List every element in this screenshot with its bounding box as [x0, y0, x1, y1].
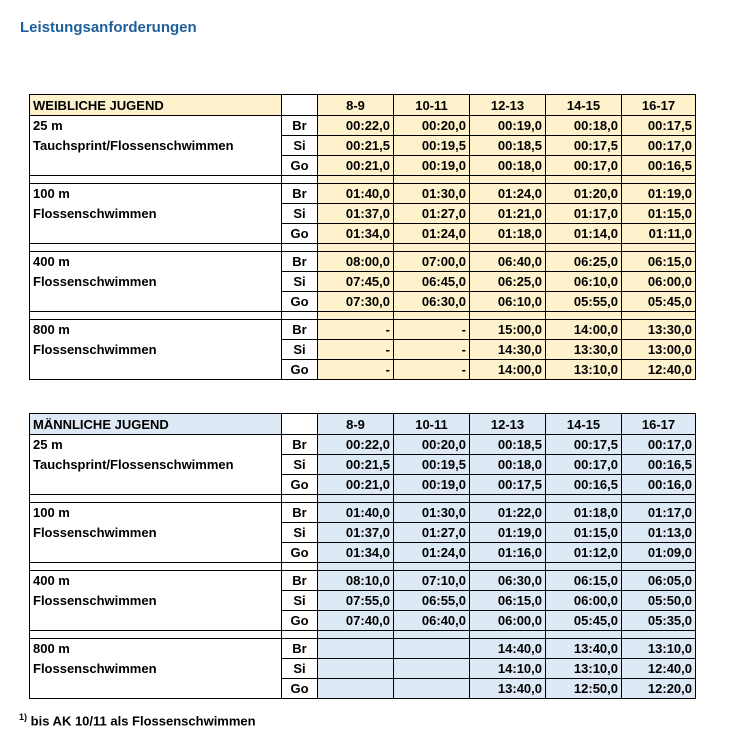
time-value: 07:55,0 [318, 591, 394, 611]
medal-level: Go [282, 543, 318, 563]
time-value: 01:37,0 [318, 204, 394, 224]
time-value: 13:10,0 [546, 659, 622, 679]
time-value: 01:18,0 [546, 503, 622, 523]
time-value: 13:30,0 [622, 320, 696, 340]
medal-level: Go [282, 292, 318, 312]
spacer-cell [282, 176, 318, 184]
time-value: 05:35,0 [622, 611, 696, 631]
spacer-cell [622, 563, 696, 571]
footnote-text: bis AK 10/11 als Flossenschwimmen [30, 713, 256, 729]
medal-level: Br [282, 435, 318, 455]
time-value: 01:27,0 [394, 204, 470, 224]
level-header-blank [282, 95, 318, 116]
age-group-header: 16-17 [622, 414, 696, 435]
time-value: 00:20,0 [394, 435, 470, 455]
time-value: 01:18,0 [470, 224, 546, 244]
medal-level: Si [282, 523, 318, 543]
medal-level: Si [282, 340, 318, 360]
time-value: 00:22,0 [318, 435, 394, 455]
page-title: Leistungsanforderungen [20, 19, 197, 36]
medal-level: Br [282, 116, 318, 136]
discipline-label: Tauchsprint/Flossenschwimmen [33, 138, 234, 153]
time-value: 01:20,0 [546, 184, 622, 204]
spacer-cell [546, 244, 622, 252]
time-value: - [318, 340, 394, 360]
distance-label: 25 m [33, 437, 63, 452]
table-row [30, 252, 696, 272]
discipline-cell [30, 252, 282, 312]
time-value: 06:45,0 [394, 272, 470, 292]
time-value: 06:25,0 [546, 252, 622, 272]
time-value: 06:00,0 [470, 611, 546, 631]
time-value: 00:17,5 [546, 136, 622, 156]
time-value: 08:10,0 [318, 571, 394, 591]
spacer-cell [394, 176, 470, 184]
time-value: 07:10,0 [394, 571, 470, 591]
spacer-cell [394, 244, 470, 252]
time-value: - [394, 340, 470, 360]
time-value: 14:00,0 [470, 360, 546, 380]
medal-level: Si [282, 204, 318, 224]
time-value: 06:30,0 [470, 571, 546, 591]
male-youth-table [29, 413, 696, 699]
time-value: 06:10,0 [546, 272, 622, 292]
spacer-cell [282, 495, 318, 503]
time-value: 05:45,0 [622, 292, 696, 312]
time-value: 01:15,0 [546, 523, 622, 543]
spacer-cell [30, 176, 282, 184]
time-value: 06:40,0 [394, 611, 470, 631]
time-value: 06:00,0 [622, 272, 696, 292]
time-value: 01:17,0 [546, 204, 622, 224]
spacer-cell [282, 563, 318, 571]
spacer-cell [318, 563, 394, 571]
spacer-row [30, 176, 696, 184]
time-value: 13:30,0 [546, 340, 622, 360]
discipline-label: Flossenschwimmen [33, 206, 157, 221]
spacer-cell [546, 631, 622, 639]
time-value: 01:17,0 [622, 503, 696, 523]
time-value: 01:16,0 [470, 543, 546, 563]
time-value: 14:00,0 [546, 320, 622, 340]
medal-level: Go [282, 156, 318, 176]
medal-level: Si [282, 591, 318, 611]
time-value: 14:10,0 [470, 659, 546, 679]
spacer-cell [282, 312, 318, 320]
time-value [318, 679, 394, 699]
table-header-row [30, 95, 696, 116]
spacer-cell [282, 244, 318, 252]
time-value: 06:15,0 [622, 252, 696, 272]
time-value: 00:20,0 [394, 116, 470, 136]
spacer-cell [318, 176, 394, 184]
time-value [318, 639, 394, 659]
footnote-marker: 1) [19, 712, 28, 722]
time-value: 01:21,0 [470, 204, 546, 224]
spacer-cell [622, 631, 696, 639]
table-row [30, 435, 696, 455]
time-value: 00:16,5 [622, 455, 696, 475]
time-value: 01:09,0 [622, 543, 696, 563]
time-value: 00:16,5 [546, 475, 622, 495]
distance-label: 800 m [33, 641, 70, 656]
time-value: 01:24,0 [394, 543, 470, 563]
time-value: 00:21,5 [318, 455, 394, 475]
time-value: 00:18,5 [470, 136, 546, 156]
time-value: 07:45,0 [318, 272, 394, 292]
time-value: 07:00,0 [394, 252, 470, 272]
discipline-label: Flossenschwimmen [33, 661, 157, 676]
time-value: 12:20,0 [622, 679, 696, 699]
distance-label: 100 m [33, 186, 70, 201]
time-value [318, 659, 394, 679]
time-value: 08:00,0 [318, 252, 394, 272]
spacer-cell [622, 176, 696, 184]
age-group-header: 8-9 [318, 414, 394, 435]
time-value: 00:16,5 [622, 156, 696, 176]
discipline-cell [30, 503, 282, 563]
level-header-blank [282, 414, 318, 435]
footnote [19, 712, 256, 728]
time-value: 01:12,0 [546, 543, 622, 563]
time-value: 00:18,0 [546, 116, 622, 136]
spacer-row [30, 563, 696, 571]
time-value: 00:18,5 [470, 435, 546, 455]
time-value: 01:40,0 [318, 184, 394, 204]
discipline-cell [30, 184, 282, 244]
medal-level: Go [282, 360, 318, 380]
discipline-label: Tauchsprint/Flossenschwimmen [33, 457, 234, 472]
time-value: 05:50,0 [622, 591, 696, 611]
age-group-header: 14-15 [546, 414, 622, 435]
time-value: 07:40,0 [318, 611, 394, 631]
medal-level: Si [282, 136, 318, 156]
time-value: 01:15,0 [622, 204, 696, 224]
time-value: 00:19,0 [470, 116, 546, 136]
medal-level: Br [282, 503, 318, 523]
table-header-row [30, 414, 696, 435]
age-group-header: 8-9 [318, 95, 394, 116]
discipline-cell [30, 639, 282, 699]
time-value: 00:17,5 [546, 435, 622, 455]
time-value: 01:11,0 [622, 224, 696, 244]
distance-label: 400 m [33, 573, 70, 588]
time-value: - [318, 320, 394, 340]
time-value: 00:17,0 [622, 435, 696, 455]
time-value: 00:19,0 [394, 475, 470, 495]
discipline-label: Flossenschwimmen [33, 342, 157, 357]
spacer-cell [30, 563, 282, 571]
spacer-cell [470, 312, 546, 320]
distance-label: 400 m [33, 254, 70, 269]
age-group-header: 12-13 [470, 414, 546, 435]
section-label: WEIBLICHE JUGEND [30, 95, 282, 116]
discipline-cell [30, 116, 282, 176]
time-value: 06:05,0 [622, 571, 696, 591]
spacer-cell [394, 495, 470, 503]
spacer-cell [470, 176, 546, 184]
spacer-cell [470, 244, 546, 252]
spacer-row [30, 244, 696, 252]
time-value: 00:16,0 [622, 475, 696, 495]
time-value: 01:34,0 [318, 543, 394, 563]
spacer-cell [30, 495, 282, 503]
medal-level: Br [282, 320, 318, 340]
medal-level: Si [282, 272, 318, 292]
time-value: 06:15,0 [470, 591, 546, 611]
time-value: 01:30,0 [394, 184, 470, 204]
spacer-cell [470, 495, 546, 503]
distance-label: 100 m [33, 505, 70, 520]
time-value: 06:30,0 [394, 292, 470, 312]
time-value: 14:40,0 [470, 639, 546, 659]
spacer-cell [546, 312, 622, 320]
time-value: 07:30,0 [318, 292, 394, 312]
spacer-row [30, 312, 696, 320]
discipline-cell [30, 320, 282, 380]
time-value: 00:18,0 [470, 156, 546, 176]
time-value: 13:40,0 [470, 679, 546, 699]
time-value: 06:10,0 [470, 292, 546, 312]
time-value: 12:40,0 [622, 360, 696, 380]
time-value: 01:19,0 [622, 184, 696, 204]
medal-level: Br [282, 252, 318, 272]
time-value: 12:40,0 [622, 659, 696, 679]
time-value: 00:17,0 [622, 136, 696, 156]
age-group-header: 16-17 [622, 95, 696, 116]
spacer-cell [30, 631, 282, 639]
age-group-header: 10-11 [394, 95, 470, 116]
spacer-cell [282, 631, 318, 639]
time-value: - [394, 320, 470, 340]
spacer-cell [546, 176, 622, 184]
time-value: 00:19,5 [394, 455, 470, 475]
medal-level: Go [282, 475, 318, 495]
time-value: 13:10,0 [546, 360, 622, 380]
time-value: 00:17,0 [546, 156, 622, 176]
table-row [30, 571, 696, 591]
time-value: 01:22,0 [470, 503, 546, 523]
medal-level: Go [282, 224, 318, 244]
time-value: 01:19,0 [470, 523, 546, 543]
spacer-cell [30, 312, 282, 320]
time-value: 00:21,0 [318, 475, 394, 495]
time-value: 13:10,0 [622, 639, 696, 659]
time-value: 14:30,0 [470, 340, 546, 360]
spacer-cell [622, 312, 696, 320]
time-value: 01:37,0 [318, 523, 394, 543]
time-value: 01:24,0 [394, 224, 470, 244]
spacer-cell [318, 244, 394, 252]
time-value: 13:40,0 [546, 639, 622, 659]
spacer-cell [546, 495, 622, 503]
medal-level: Si [282, 659, 318, 679]
time-value [394, 659, 470, 679]
time-value: 12:50,0 [546, 679, 622, 699]
spacer-cell [622, 495, 696, 503]
time-value: 05:45,0 [546, 611, 622, 631]
table-row [30, 116, 696, 136]
spacer-cell [394, 312, 470, 320]
medal-level: Go [282, 611, 318, 631]
time-value: 01:13,0 [622, 523, 696, 543]
spacer-cell [470, 563, 546, 571]
medal-level: Br [282, 571, 318, 591]
age-group-header: 12-13 [470, 95, 546, 116]
time-value: - [394, 360, 470, 380]
age-group-header: 14-15 [546, 95, 622, 116]
time-value: 00:19,0 [394, 156, 470, 176]
time-value: 06:55,0 [394, 591, 470, 611]
spacer-row [30, 631, 696, 639]
medal-level: Br [282, 184, 318, 204]
table-row [30, 184, 696, 204]
discipline-label: Flossenschwimmen [33, 525, 157, 540]
time-value: 05:55,0 [546, 292, 622, 312]
time-value: 01:24,0 [470, 184, 546, 204]
time-value: 00:19,5 [394, 136, 470, 156]
time-value: 01:40,0 [318, 503, 394, 523]
time-value: 00:17,0 [546, 455, 622, 475]
medal-level: Go [282, 679, 318, 699]
spacer-cell [622, 244, 696, 252]
time-value: 06:15,0 [546, 571, 622, 591]
time-value: 00:17,5 [622, 116, 696, 136]
section-label: MÄNNLICHE JUGEND [30, 414, 282, 435]
discipline-label: Flossenschwimmen [33, 593, 157, 608]
time-value [394, 639, 470, 659]
time-value: 00:21,5 [318, 136, 394, 156]
distance-label: 800 m [33, 322, 70, 337]
spacer-cell [318, 312, 394, 320]
spacer-cell [394, 631, 470, 639]
time-value: 01:34,0 [318, 224, 394, 244]
spacer-row [30, 495, 696, 503]
time-value: 00:18,0 [470, 455, 546, 475]
time-value: 00:22,0 [318, 116, 394, 136]
spacer-cell [318, 631, 394, 639]
time-value: 00:17,5 [470, 475, 546, 495]
time-value: 01:14,0 [546, 224, 622, 244]
time-value [394, 679, 470, 699]
discipline-cell [30, 571, 282, 631]
female-youth-table [29, 94, 696, 380]
time-value: 06:25,0 [470, 272, 546, 292]
spacer-cell [470, 631, 546, 639]
distance-label: 25 m [33, 118, 63, 133]
time-value: 01:27,0 [394, 523, 470, 543]
table-row [30, 503, 696, 523]
time-value: 06:00,0 [546, 591, 622, 611]
spacer-cell [30, 244, 282, 252]
medal-level: Br [282, 639, 318, 659]
time-value: 06:40,0 [470, 252, 546, 272]
discipline-cell [30, 435, 282, 495]
discipline-label: Flossenschwimmen [33, 274, 157, 289]
age-group-header: 10-11 [394, 414, 470, 435]
time-value: 01:30,0 [394, 503, 470, 523]
time-value: 00:21,0 [318, 156, 394, 176]
spacer-cell [318, 495, 394, 503]
time-value: 13:00,0 [622, 340, 696, 360]
spacer-cell [546, 563, 622, 571]
time-value: - [318, 360, 394, 380]
medal-level: Si [282, 455, 318, 475]
table-row [30, 639, 696, 659]
table-row [30, 320, 696, 340]
spacer-cell [394, 563, 470, 571]
time-value: 15:00,0 [470, 320, 546, 340]
